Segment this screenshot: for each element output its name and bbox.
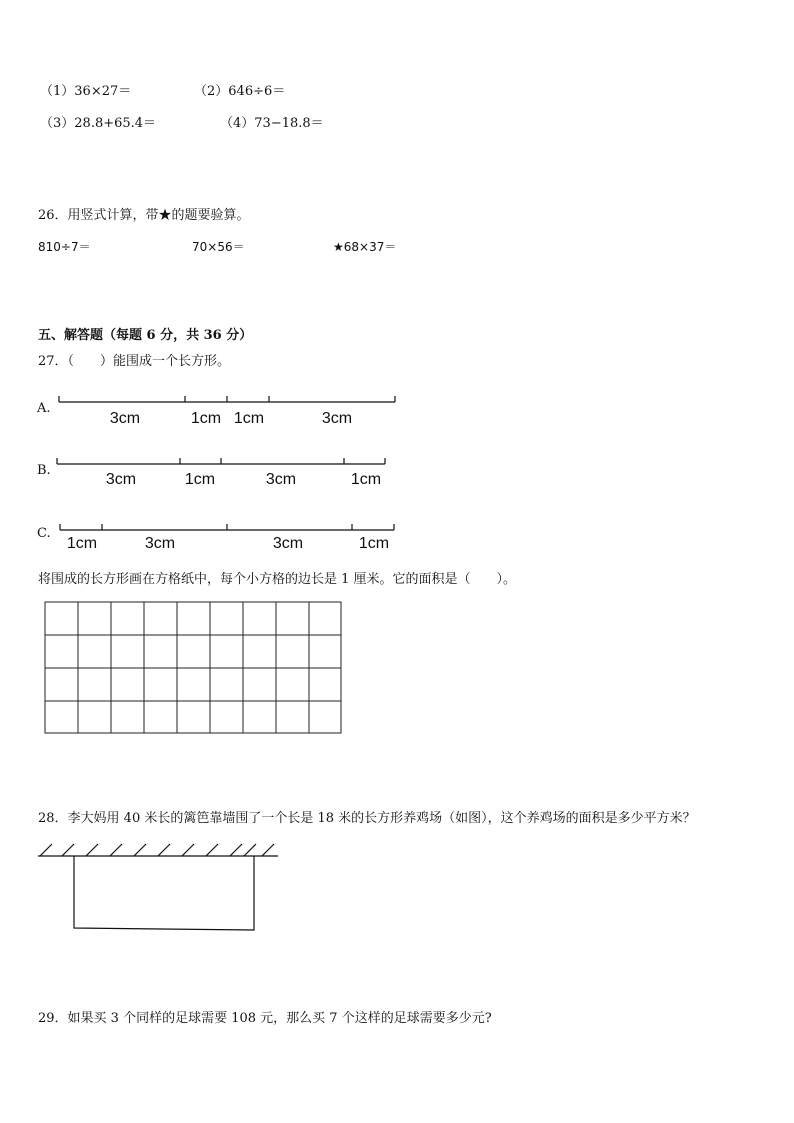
option-b-letter: B. <box>37 463 51 478</box>
wall-hatching <box>38 844 278 856</box>
option-a-seg-3: 1cm <box>233 410 265 427</box>
grid-paper <box>45 602 341 733</box>
option-a-seg-2: 1cm <box>190 410 222 427</box>
option-c-seg-2: 3cm <box>144 535 176 552</box>
option-c-letter: C. <box>37 526 51 541</box>
section-heading: 五、解答题（每题 6 分，共 36 分） <box>38 328 253 343</box>
q29-title: 29．如果买 3 个同样的足球需要 108 元，那么买 7 个这样的足球需要多少元? <box>38 1011 492 1026</box>
option-c-seg-1: 1cm <box>66 535 98 552</box>
q28-title: 28．李大妈用 40 米长的篱笆靠墙围了一个长是 18 米的长方形养鸡场（如图），这个养鸡场的面积是多少平方米？ <box>38 811 696 826</box>
q26-item-1: 810÷7＝ <box>38 240 91 254</box>
q26-title: 26．用竖式计算，带★的题要验算。 <box>38 208 250 223</box>
chicken-yard-fence <box>74 856 254 930</box>
option-b-seg-1: 3cm <box>105 471 137 488</box>
option-b-seg-3: 3cm <box>265 471 297 488</box>
option-a-seg-1: 3cm <box>109 410 141 427</box>
option-b-segment-line <box>57 458 385 464</box>
q27-title: 27．（ ）能围成一个长方形。 <box>38 354 231 369</box>
option-c-seg-4: 1cm <box>358 535 390 552</box>
option-a-seg-4: 3cm <box>321 410 353 427</box>
option-a-letter: A. <box>37 401 51 416</box>
option-b-seg-4: 1cm <box>350 471 382 488</box>
option-c-seg-3: 3cm <box>272 535 304 552</box>
q26-item-3: ★68×37＝ <box>333 240 397 254</box>
option-b-seg-2: 1cm <box>184 471 216 488</box>
grid-prompt: 将围成的长方形画在方格纸中，每个小方格的边长是 1 厘米。它的面积是（ ）。 <box>38 572 517 587</box>
q26-item-2: 70×56＝ <box>192 240 245 254</box>
calc-item-4: （4）73−18.8＝ <box>220 116 324 131</box>
calc-item-3: （3）28.8+65.4＝ <box>40 116 157 131</box>
option-c-segment-line <box>60 524 394 530</box>
calc-item-2: （2）646÷6＝ <box>194 84 286 99</box>
option-a-segment-line <box>59 396 395 402</box>
calc-item-1: （1）36×27＝ <box>40 84 132 99</box>
